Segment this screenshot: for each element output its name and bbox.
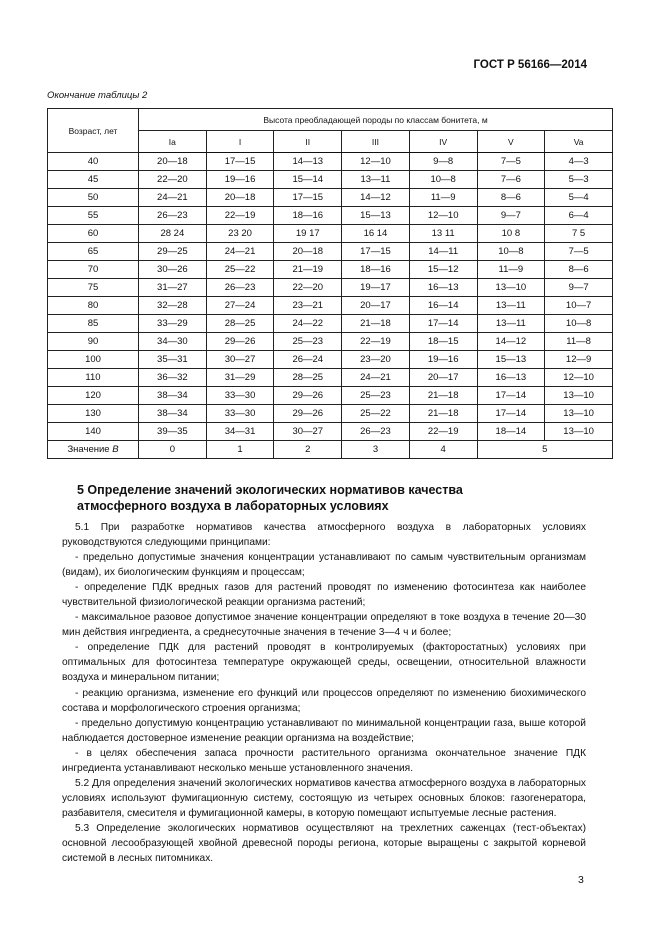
age-cell: 50 bbox=[48, 189, 139, 207]
age-cell: 60 bbox=[48, 225, 139, 243]
height-group-header: Высота преобладающей породы по классам бонитета, м bbox=[139, 109, 613, 131]
height-cell: 16 14 bbox=[342, 225, 410, 243]
height-cell: 14—11 bbox=[409, 243, 477, 261]
height-cell: 33—30 bbox=[206, 405, 274, 423]
height-cell: 34—30 bbox=[139, 333, 207, 351]
age-cell: 70 bbox=[48, 261, 139, 279]
height-cell: 20—17 bbox=[409, 369, 477, 387]
height-cell: 10—8 bbox=[545, 315, 613, 333]
height-cell: 28—25 bbox=[206, 315, 274, 333]
age-cell: 90 bbox=[48, 333, 139, 351]
height-cell: 28—25 bbox=[274, 369, 342, 387]
height-cell: 17—14 bbox=[477, 405, 545, 423]
height-cell: 12—10 bbox=[409, 207, 477, 225]
height-cell: 13—11 bbox=[477, 297, 545, 315]
height-cell: 32—28 bbox=[139, 297, 207, 315]
class-header-ia: Ia bbox=[139, 131, 207, 153]
table-row bbox=[48, 225, 613, 243]
list-item: - предельно допустимую концентрацию устанавливают по минимальной концентрации газа, выше которой наблюдается достоверное изменение реакции организма на воздействие; bbox=[62, 717, 586, 744]
height-cell: 18—15 bbox=[409, 333, 477, 351]
height-cell: 15—13 bbox=[477, 351, 545, 369]
height-cell: 13—11 bbox=[477, 315, 545, 333]
height-cell: 17—15 bbox=[206, 153, 274, 171]
height-cell: 22—19 bbox=[206, 207, 274, 225]
class-header-i: I bbox=[206, 131, 274, 153]
height-cell: 30—26 bbox=[139, 261, 207, 279]
height-cell: 24—22 bbox=[274, 315, 342, 333]
table-row bbox=[48, 405, 613, 423]
height-cell: 35—31 bbox=[139, 351, 207, 369]
height-cell: 11—9 bbox=[477, 261, 545, 279]
table-row bbox=[48, 243, 613, 261]
height-cell: 24—21 bbox=[342, 369, 410, 387]
height-cell: 7 5 bbox=[545, 225, 613, 243]
height-cell: 33—30 bbox=[206, 387, 274, 405]
height-cell: 22—20 bbox=[139, 171, 207, 189]
height-cell: 29—25 bbox=[139, 243, 207, 261]
list-item: - предельно допустимые значения концентрации устанавливают по самым чувствительным организмам (видам), их биологическим функциям и процессам; bbox=[62, 552, 586, 579]
value-cell: 1 bbox=[206, 441, 274, 459]
age-cell: 120 bbox=[48, 387, 139, 405]
class-header-v: V bbox=[477, 131, 545, 153]
age-cell: 65 bbox=[48, 243, 139, 261]
table-row bbox=[48, 351, 613, 369]
height-cell: 21—18 bbox=[409, 405, 477, 423]
height-cell: 36—32 bbox=[139, 369, 207, 387]
height-cell: 6—4 bbox=[545, 207, 613, 225]
section-body bbox=[62, 520, 586, 866]
value-cell: 0 bbox=[139, 441, 207, 459]
height-cell: 5—4 bbox=[545, 189, 613, 207]
height-cell: 7—5 bbox=[545, 243, 613, 261]
height-cell: 13—11 bbox=[342, 171, 410, 189]
table-row bbox=[48, 315, 613, 333]
height-cell: 19—16 bbox=[409, 351, 477, 369]
height-cell: 29—26 bbox=[274, 387, 342, 405]
height-cell: 13—10 bbox=[477, 279, 545, 297]
height-cell: 38—34 bbox=[139, 405, 207, 423]
height-cell: 14—13 bbox=[274, 153, 342, 171]
age-cell: 110 bbox=[48, 369, 139, 387]
height-cell: 25—22 bbox=[206, 261, 274, 279]
height-cell: 14—12 bbox=[342, 189, 410, 207]
height-cell: 4—3 bbox=[545, 153, 613, 171]
value-row bbox=[48, 441, 613, 459]
height-cell: 25—23 bbox=[342, 387, 410, 405]
table-row bbox=[48, 207, 613, 225]
height-cell: 30—27 bbox=[274, 423, 342, 441]
age-cell: 140 bbox=[48, 423, 139, 441]
height-cell: 19—16 bbox=[206, 171, 274, 189]
height-cell: 20—18 bbox=[139, 153, 207, 171]
height-cell: 20—17 bbox=[342, 297, 410, 315]
height-cell: 11—8 bbox=[545, 333, 613, 351]
value-row-label bbox=[48, 441, 139, 459]
paragraph: 5.1 При разработке нормативов качества атмосферного воздуха в лабораторных условиях руководствуются следующими принципами: bbox=[62, 522, 586, 549]
table-caption: Окончание таблицы 2 bbox=[47, 90, 148, 101]
value-cell: 4 bbox=[409, 441, 477, 459]
table-row bbox=[48, 423, 613, 441]
table-row bbox=[48, 333, 613, 351]
table-row bbox=[48, 387, 613, 405]
height-cell: 24—21 bbox=[206, 243, 274, 261]
height-cell: 16—13 bbox=[409, 279, 477, 297]
height-cell: 13—10 bbox=[545, 423, 613, 441]
height-cell: 9—7 bbox=[545, 279, 613, 297]
class-header-va: Va bbox=[545, 131, 613, 153]
height-cell: 14—12 bbox=[477, 333, 545, 351]
height-cell: 13—10 bbox=[545, 405, 613, 423]
height-cell: 9—7 bbox=[477, 207, 545, 225]
height-cell: 15—14 bbox=[274, 171, 342, 189]
height-cell: 17—15 bbox=[342, 243, 410, 261]
height-cell: 26—23 bbox=[139, 207, 207, 225]
height-cell: 21—18 bbox=[409, 387, 477, 405]
height-cell: 26—23 bbox=[206, 279, 274, 297]
class-header-iii: III bbox=[342, 131, 410, 153]
page-number: 3 bbox=[578, 874, 584, 886]
document-code: ГОСТ Р 56166—2014 bbox=[473, 59, 587, 71]
height-cell: 20—18 bbox=[274, 243, 342, 261]
height-cell: 26—24 bbox=[274, 351, 342, 369]
table-row bbox=[48, 153, 613, 171]
height-cell: 34—31 bbox=[206, 423, 274, 441]
height-cell: 23 20 bbox=[206, 225, 274, 243]
height-cell: 23—20 bbox=[342, 351, 410, 369]
value-row-label-text: Значение bbox=[67, 444, 113, 455]
height-cell: 20—18 bbox=[206, 189, 274, 207]
age-cell: 55 bbox=[48, 207, 139, 225]
height-cell: 39—35 bbox=[139, 423, 207, 441]
height-cell: 18—14 bbox=[477, 423, 545, 441]
height-cell: 12—9 bbox=[545, 351, 613, 369]
height-cell: 21—19 bbox=[274, 261, 342, 279]
height-cell: 15—12 bbox=[409, 261, 477, 279]
height-cell: 33—29 bbox=[139, 315, 207, 333]
height-cell: 38—34 bbox=[139, 387, 207, 405]
height-cell: 16—13 bbox=[477, 369, 545, 387]
height-cell: 22—19 bbox=[409, 423, 477, 441]
height-cell: 29—26 bbox=[206, 333, 274, 351]
age-cell: 130 bbox=[48, 405, 139, 423]
height-cell: 12—10 bbox=[342, 153, 410, 171]
height-cell: 31—27 bbox=[139, 279, 207, 297]
height-cell: 25—23 bbox=[274, 333, 342, 351]
height-cell: 10—8 bbox=[477, 243, 545, 261]
height-cell: 18—16 bbox=[274, 207, 342, 225]
height-cell: 7—6 bbox=[477, 171, 545, 189]
table-row bbox=[48, 189, 613, 207]
height-cell: 17—14 bbox=[477, 387, 545, 405]
height-cell: 27—24 bbox=[206, 297, 274, 315]
height-cell: 19—17 bbox=[342, 279, 410, 297]
height-cell: 22—20 bbox=[274, 279, 342, 297]
table-row bbox=[48, 369, 613, 387]
height-cell: 31—29 bbox=[206, 369, 274, 387]
height-cell: 8—6 bbox=[545, 261, 613, 279]
height-cell: 15—13 bbox=[342, 207, 410, 225]
list-item: - определение ПДК для растений проводят в контролируемых (факторостатных) условиях при оптимальных для фотосинтеза температуре окружающей среды, освещении, относительной влажности воздуха и минеральном питании; bbox=[62, 642, 586, 684]
age-cell: 45 bbox=[48, 171, 139, 189]
height-cell: 17—15 bbox=[274, 189, 342, 207]
height-cell: 24—21 bbox=[139, 189, 207, 207]
height-cell: 17—14 bbox=[409, 315, 477, 333]
value-cell: 5 bbox=[477, 441, 612, 459]
height-cell: 26—23 bbox=[342, 423, 410, 441]
section-title: 5 Определение значений экологических нормативов качества атмосферного воздуха в лабораторных условиях bbox=[77, 483, 463, 513]
age-column-header: Возраст, лет bbox=[48, 109, 139, 153]
height-cell: 23—21 bbox=[274, 297, 342, 315]
height-cell: 8—6 bbox=[477, 189, 545, 207]
height-cell: 7—5 bbox=[477, 153, 545, 171]
height-cell: 10—8 bbox=[409, 171, 477, 189]
height-cell: 13 11 bbox=[409, 225, 477, 243]
list-item: - определение ПДК вредных газов для растений проводят по изменению фотосинтеза как наиболее чувствительной физиологической реакции организма растений; bbox=[62, 582, 586, 609]
height-cell: 11—9 bbox=[409, 189, 477, 207]
bonitet-table bbox=[47, 108, 613, 459]
height-cell: 22—19 bbox=[342, 333, 410, 351]
paragraph: 5.2 Для определения значений экологических нормативов качества атмосферного воздуха в лабораторных условиях используют фумигационную систему, состоящую из четырех основных блоков: газогенератора, разбавителя, смесителя и фумигационной камеры, в которую помещают испытуемые лесные растения. bbox=[62, 777, 586, 819]
paragraph: 5.3 Определение экологических нормативов осуществляют на трехлетних саженцах (тест-объектах) основной лесообразующей хвойной древесной породы региона, которые выращены с закрытой корневой системой в лесных питомниках. bbox=[62, 822, 586, 865]
table-row bbox=[48, 171, 613, 189]
height-cell: 13—10 bbox=[545, 387, 613, 405]
value-cell: 3 bbox=[342, 441, 410, 459]
list-item: - реакцию организма, изменение его функций или процессов определяют по изменению биохимического состава и морфологического строения организма; bbox=[62, 687, 586, 714]
height-cell: 5—3 bbox=[545, 171, 613, 189]
age-cell: 100 bbox=[48, 351, 139, 369]
height-cell: 25—22 bbox=[342, 405, 410, 423]
value-cell: 2 bbox=[274, 441, 342, 459]
class-header-ii: II bbox=[274, 131, 342, 153]
height-cell: 10 8 bbox=[477, 225, 545, 243]
height-cell: 29—26 bbox=[274, 405, 342, 423]
height-cell: 18—16 bbox=[342, 261, 410, 279]
table-row bbox=[48, 297, 613, 315]
height-cell: 21—18 bbox=[342, 315, 410, 333]
class-header-iv: IV bbox=[409, 131, 477, 153]
height-cell: 19 17 bbox=[274, 225, 342, 243]
height-cell: 12—10 bbox=[545, 369, 613, 387]
age-cell: 40 bbox=[48, 153, 139, 171]
age-cell: 75 bbox=[48, 279, 139, 297]
height-cell: 16—14 bbox=[409, 297, 477, 315]
table-row bbox=[48, 261, 613, 279]
list-item: - в целях обеспечения запаса прочности растительного организма окончательное значение ПДК ингредиента устанавливают несколько меньше установленного значения. bbox=[62, 747, 586, 774]
height-cell: 30—27 bbox=[206, 351, 274, 369]
age-cell: 80 bbox=[48, 297, 139, 315]
height-cell: 9—8 bbox=[409, 153, 477, 171]
height-cell: 28 24 bbox=[139, 225, 207, 243]
value-row-label-variable: B bbox=[112, 444, 119, 455]
list-item: - максимальное разовое допустимое значение концентрации определяют в токе воздуха в течение 20—30 мин действия ингредиента, а среднесуточные значения в течение 3—4 ч и более; bbox=[62, 612, 586, 639]
height-cell: 10—7 bbox=[545, 297, 613, 315]
table-row bbox=[48, 279, 613, 297]
age-cell: 85 bbox=[48, 315, 139, 333]
